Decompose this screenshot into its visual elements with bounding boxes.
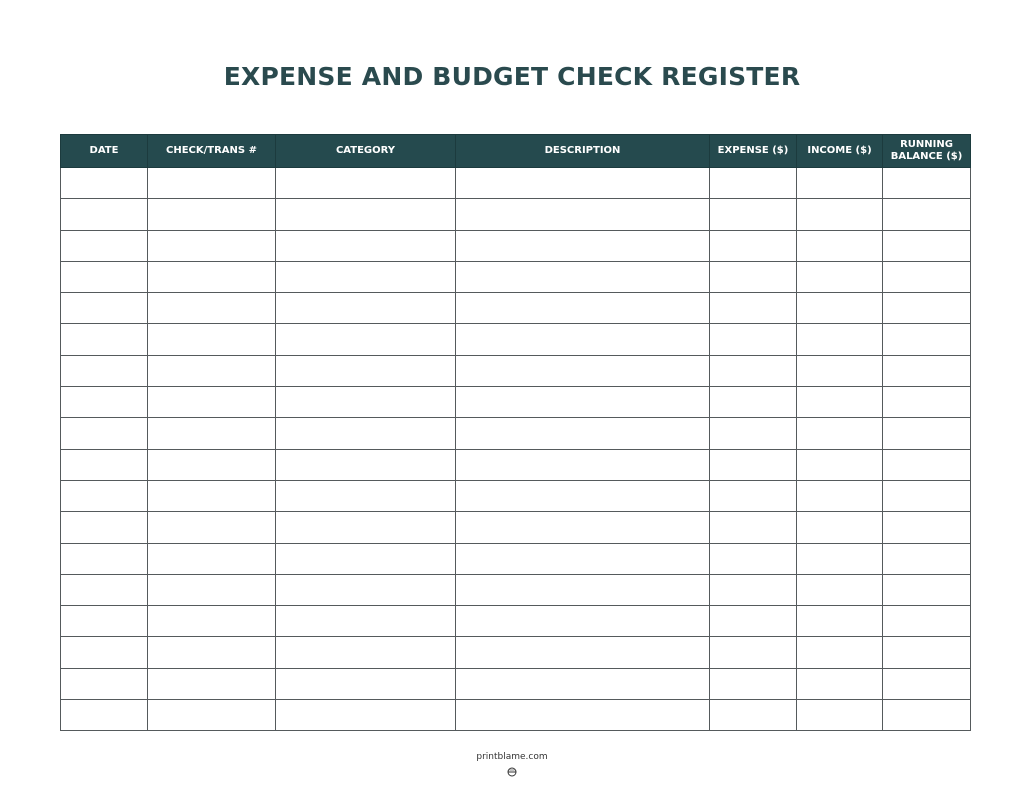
cell-running-balance[interactable] (883, 199, 971, 230)
cell-check-trans[interactable] (148, 512, 276, 543)
cell-running-balance[interactable] (883, 668, 971, 699)
cell-description[interactable] (456, 199, 710, 230)
cell-date[interactable] (61, 199, 148, 230)
cell-category[interactable] (276, 543, 456, 574)
table-row (61, 230, 971, 261)
table-row (61, 355, 971, 386)
table-row (61, 168, 971, 199)
cell-income[interactable] (797, 606, 883, 637)
cell-income[interactable] (797, 168, 883, 199)
cell-category[interactable] (276, 449, 456, 480)
cell-date[interactable] (61, 293, 148, 324)
cell-category[interactable] (276, 355, 456, 386)
cell-check-trans[interactable] (148, 668, 276, 699)
cell-check-trans[interactable] (148, 574, 276, 605)
cell-category[interactable] (276, 512, 456, 543)
cell-income[interactable] (797, 230, 883, 261)
cell-expense[interactable] (710, 512, 797, 543)
cell-category[interactable] (276, 168, 456, 199)
table-row (61, 574, 971, 605)
cell-expense[interactable] (710, 700, 797, 731)
cell-expense[interactable] (710, 418, 797, 449)
cell-description[interactable] (456, 574, 710, 605)
cell-date[interactable] (61, 387, 148, 418)
cell-description[interactable] (456, 355, 710, 386)
cell-expense[interactable] (710, 668, 797, 699)
cell-income[interactable] (797, 387, 883, 418)
table-row (61, 449, 971, 480)
cell-description[interactable] (456, 168, 710, 199)
cell-running-balance[interactable] (883, 449, 971, 480)
cell-running-balance[interactable] (883, 543, 971, 574)
cell-income[interactable] (797, 668, 883, 699)
column-header-expense: EXPENSE ($) (710, 135, 797, 168)
cell-income[interactable] (797, 449, 883, 480)
column-header-check-trans: CHECK/TRANS # (148, 135, 276, 168)
cell-running-balance[interactable] (883, 574, 971, 605)
cell-running-balance[interactable] (883, 261, 971, 292)
cell-income[interactable] (797, 293, 883, 324)
cell-date[interactable] (61, 261, 148, 292)
cell-expense[interactable] (710, 230, 797, 261)
cell-category[interactable] (276, 668, 456, 699)
cell-date[interactable] (61, 606, 148, 637)
cell-running-balance[interactable] (883, 606, 971, 637)
cell-category[interactable] (276, 387, 456, 418)
cell-check-trans[interactable] (148, 355, 276, 386)
cell-description[interactable] (456, 449, 710, 480)
cell-expense[interactable] (710, 355, 797, 386)
cell-expense[interactable] (710, 637, 797, 668)
cell-income[interactable] (797, 355, 883, 386)
cell-expense[interactable] (710, 480, 797, 511)
cell-check-trans[interactable] (148, 700, 276, 731)
cell-expense[interactable] (710, 168, 797, 199)
cell-income[interactable] (797, 418, 883, 449)
column-header-category: CATEGORY (276, 135, 456, 168)
cell-category[interactable] (276, 700, 456, 731)
cell-date[interactable] (61, 637, 148, 668)
cell-date[interactable] (61, 324, 148, 355)
cell-expense[interactable] (710, 199, 797, 230)
check-register-table (60, 134, 971, 731)
cell-check-trans[interactable] (148, 606, 276, 637)
table-row (61, 606, 971, 637)
cell-income[interactable] (797, 199, 883, 230)
cell-description[interactable] (456, 324, 710, 355)
cell-date[interactable] (61, 668, 148, 699)
cell-category[interactable] (276, 261, 456, 292)
cell-income[interactable] (797, 512, 883, 543)
cell-running-balance[interactable] (883, 418, 971, 449)
cell-expense[interactable] (710, 324, 797, 355)
cell-running-balance[interactable] (883, 480, 971, 511)
table-row (61, 261, 971, 292)
cell-category[interactable] (276, 606, 456, 637)
cell-running-balance[interactable] (883, 700, 971, 731)
cell-running-balance[interactable] (883, 230, 971, 261)
table-row (61, 199, 971, 230)
cell-description[interactable] (456, 418, 710, 449)
cell-description[interactable] (456, 700, 710, 731)
table-row (61, 512, 971, 543)
cell-description[interactable] (456, 261, 710, 292)
cell-running-balance[interactable] (883, 168, 971, 199)
page-title: EXPENSE AND BUDGET CHECK REGISTER (223, 62, 801, 91)
cell-expense[interactable] (710, 574, 797, 605)
table-row (61, 480, 971, 511)
register-body (61, 168, 971, 731)
cell-date[interactable] (61, 230, 148, 261)
cell-running-balance[interactable] (883, 637, 971, 668)
column-header-running-balance: RUNNING BALANCE ($) (883, 135, 971, 168)
cell-category[interactable] (276, 324, 456, 355)
cell-description[interactable] (456, 293, 710, 324)
cell-description[interactable] (456, 606, 710, 637)
table-row (61, 293, 971, 324)
table-row (61, 700, 971, 731)
cell-check-trans[interactable] (148, 543, 276, 574)
table-row (61, 668, 971, 699)
cell-check-trans[interactable] (148, 168, 276, 199)
cell-check-trans[interactable] (148, 449, 276, 480)
cell-income[interactable] (797, 324, 883, 355)
table-row (61, 543, 971, 574)
table-row (61, 387, 971, 418)
cell-description[interactable] (456, 480, 710, 511)
column-header-income: INCOME ($) (797, 135, 883, 168)
column-header-description: DESCRIPTION (456, 135, 710, 168)
footer-site: printblame.com (476, 752, 548, 762)
cell-date[interactable] (61, 574, 148, 605)
table-row (61, 418, 971, 449)
cell-date[interactable] (61, 480, 148, 511)
cell-date[interactable] (61, 700, 148, 731)
cell-date[interactable] (61, 449, 148, 480)
cell-date[interactable] (61, 512, 148, 543)
cell-expense[interactable] (710, 606, 797, 637)
printblame-logo-icon (507, 767, 517, 777)
cell-income[interactable] (797, 637, 883, 668)
cell-income[interactable] (797, 700, 883, 731)
cell-date[interactable] (61, 355, 148, 386)
cell-running-balance[interactable] (883, 387, 971, 418)
cell-income[interactable] (797, 261, 883, 292)
cell-date[interactable] (61, 543, 148, 574)
cell-expense[interactable] (710, 543, 797, 574)
cell-date[interactable] (61, 418, 148, 449)
cell-description[interactable] (456, 230, 710, 261)
cell-check-trans[interactable] (148, 293, 276, 324)
cell-check-trans[interactable] (148, 637, 276, 668)
cell-income[interactable] (797, 543, 883, 574)
cell-category[interactable] (276, 418, 456, 449)
cell-running-balance[interactable] (883, 293, 971, 324)
cell-category[interactable] (276, 637, 456, 668)
cell-expense[interactable] (710, 293, 797, 324)
cell-check-trans[interactable] (148, 480, 276, 511)
table-row (61, 324, 971, 355)
table-row (61, 637, 971, 668)
cell-category[interactable] (276, 199, 456, 230)
cell-running-balance[interactable] (883, 324, 971, 355)
cell-check-trans[interactable] (148, 199, 276, 230)
cell-income[interactable] (797, 574, 883, 605)
cell-date[interactable] (61, 168, 148, 199)
cell-category[interactable] (276, 574, 456, 605)
header-row (61, 135, 971, 168)
column-header-date: DATE (61, 135, 148, 168)
cell-running-balance[interactable] (883, 355, 971, 386)
cell-description[interactable] (456, 668, 710, 699)
cell-running-balance[interactable] (883, 512, 971, 543)
cell-category[interactable] (276, 230, 456, 261)
cell-check-trans[interactable] (148, 387, 276, 418)
cell-description[interactable] (456, 637, 710, 668)
cell-check-trans[interactable] (148, 324, 276, 355)
cell-expense[interactable] (710, 261, 797, 292)
cell-category[interactable] (276, 293, 456, 324)
cell-check-trans[interactable] (148, 230, 276, 261)
cell-description[interactable] (456, 543, 710, 574)
cell-check-trans[interactable] (148, 261, 276, 292)
cell-expense[interactable] (710, 387, 797, 418)
cell-check-trans[interactable] (148, 418, 276, 449)
cell-income[interactable] (797, 480, 883, 511)
cell-description[interactable] (456, 512, 710, 543)
cell-expense[interactable] (710, 449, 797, 480)
cell-description[interactable] (456, 387, 710, 418)
cell-category[interactable] (276, 480, 456, 511)
